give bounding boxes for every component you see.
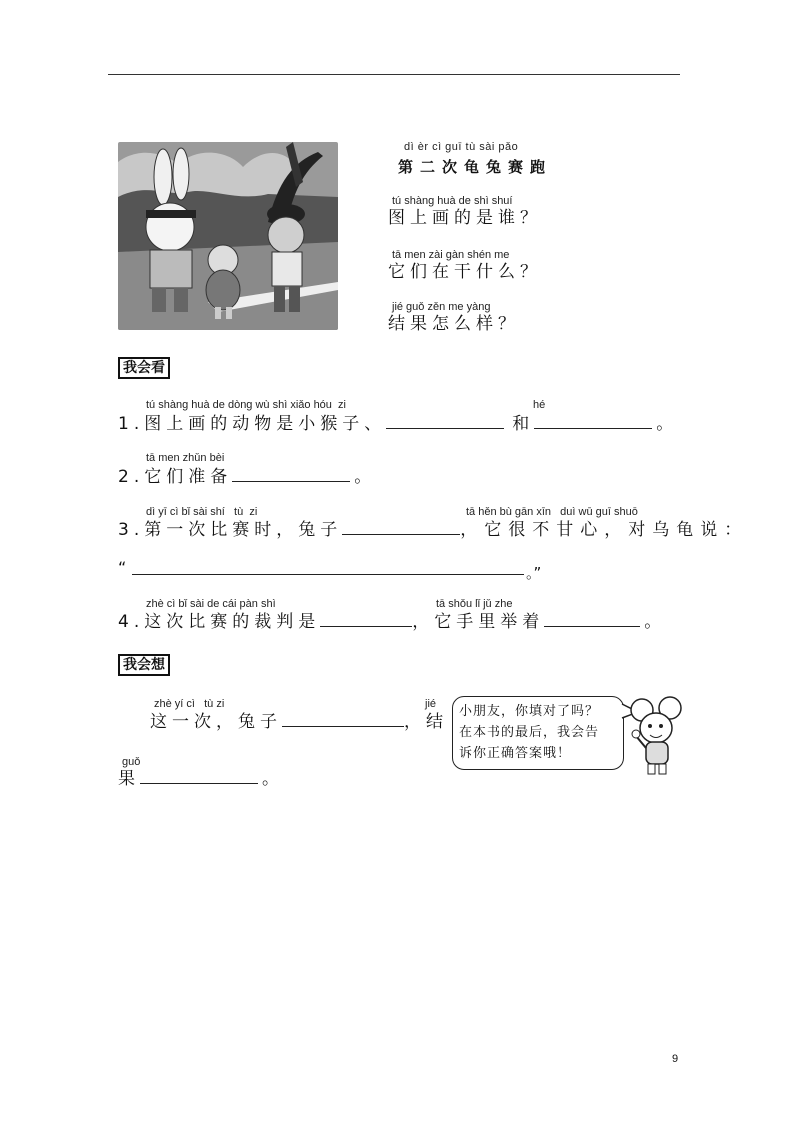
q1-text — [118, 414, 678, 434]
q1-pinyin: tú shàng huà de dòng wù shì xiǎo hóu zi — [146, 399, 346, 411]
rabbit-turtle-monkey-illustration — [118, 142, 338, 330]
intro-q1-pinyin: tú shàng huà de shì shuí — [392, 195, 513, 207]
speech-bubble — [452, 696, 624, 770]
intro-q3-pinyin: jié guǒ zěn me yàng — [392, 301, 491, 313]
q1-end: 。 — [656, 414, 679, 434]
q1-blank-2[interactable] — [534, 414, 652, 429]
q4-blank-2[interactable] — [544, 612, 640, 627]
bubble-line-1: 小朋友，你填对了吗？ — [459, 704, 600, 719]
q2-prefix: 2.它们准备 — [118, 467, 233, 487]
q1-prefix: 1.图上画的动物是小猴子、 — [118, 414, 387, 434]
page-number: 9 — [672, 1053, 679, 1065]
q3-prefix: 3.第一次比赛时，兔子 — [118, 520, 343, 540]
bubble-line-2: 在本书的最后，我会告 — [459, 725, 600, 740]
think-guo: 果 — [118, 769, 140, 789]
page-title: 第二次龟兔赛跑 — [398, 158, 553, 176]
q1-pinyin-he: hé — [533, 399, 546, 411]
intro-q2-pinyin: tā men zài gàn shén me — [392, 249, 510, 261]
quote-blank[interactable] — [132, 560, 524, 575]
think-jie: ，结 — [404, 712, 448, 732]
quote-open: “ — [118, 558, 127, 577]
q2-blank[interactable] — [232, 467, 350, 482]
intro-q1-text: 图上画的是谁？ — [388, 208, 542, 228]
think-pinyin-guo: guǒ — [122, 756, 141, 768]
q1-blank-1[interactable] — [386, 414, 504, 429]
q3-blank[interactable] — [342, 520, 460, 535]
intro-q2-text: 它们在干什么？ — [388, 262, 542, 282]
q4-prefix: 4.这次比赛的裁判是 — [118, 612, 321, 632]
q2-text — [118, 467, 376, 487]
mouse-mascot-icon — [628, 696, 686, 780]
q4-text — [118, 612, 666, 632]
think-blank-2[interactable] — [140, 769, 258, 784]
q4-pinyin-b: tā shǒu lǐ jǔ zhe — [436, 598, 513, 610]
think-pinyin-jie: jié — [425, 698, 437, 710]
think-end: 。 — [262, 769, 284, 789]
q2-pinyin: tā men zhǔn bèi — [146, 452, 225, 464]
header-rule — [108, 74, 680, 75]
think-text-2 — [118, 769, 284, 789]
q3-pinyin-b: tā hěn bù gān xīn duì wū guī shuō — [466, 506, 638, 518]
quote-close: 。” — [526, 564, 542, 582]
illustration — [118, 142, 338, 330]
q4-end: 。 — [644, 612, 667, 632]
bubble-line-3: 诉你正确答案哦！ — [459, 746, 572, 761]
think-prefix: 这一次，兔子 — [150, 712, 282, 732]
q3-suffix: ，它很不甘心，对乌龟说： — [460, 520, 749, 540]
think-text — [150, 712, 448, 732]
section-label-look: 我会看 — [118, 357, 170, 379]
intro-q3-text: 结果怎么样？ — [388, 314, 520, 334]
q4-mid: ，它手里举着 — [412, 612, 545, 632]
think-pinyin: zhè yí cì tù zi — [154, 698, 225, 710]
q2-end: 。 — [354, 467, 377, 487]
section-label-think: 我会想 — [118, 654, 170, 676]
q1-he: 和 — [512, 414, 535, 434]
q3-text — [118, 520, 748, 540]
think-blank-1[interactable] — [282, 712, 404, 727]
q4-pinyin: zhè cì bǐ sài de cái pàn shì — [146, 598, 276, 610]
q3-pinyin: dì yī cì bǐ sài shí tù zi — [146, 506, 258, 518]
title-pinyin: dì èr cì guī tù sài pǎo — [404, 141, 519, 153]
q4-blank-1[interactable] — [320, 612, 412, 627]
